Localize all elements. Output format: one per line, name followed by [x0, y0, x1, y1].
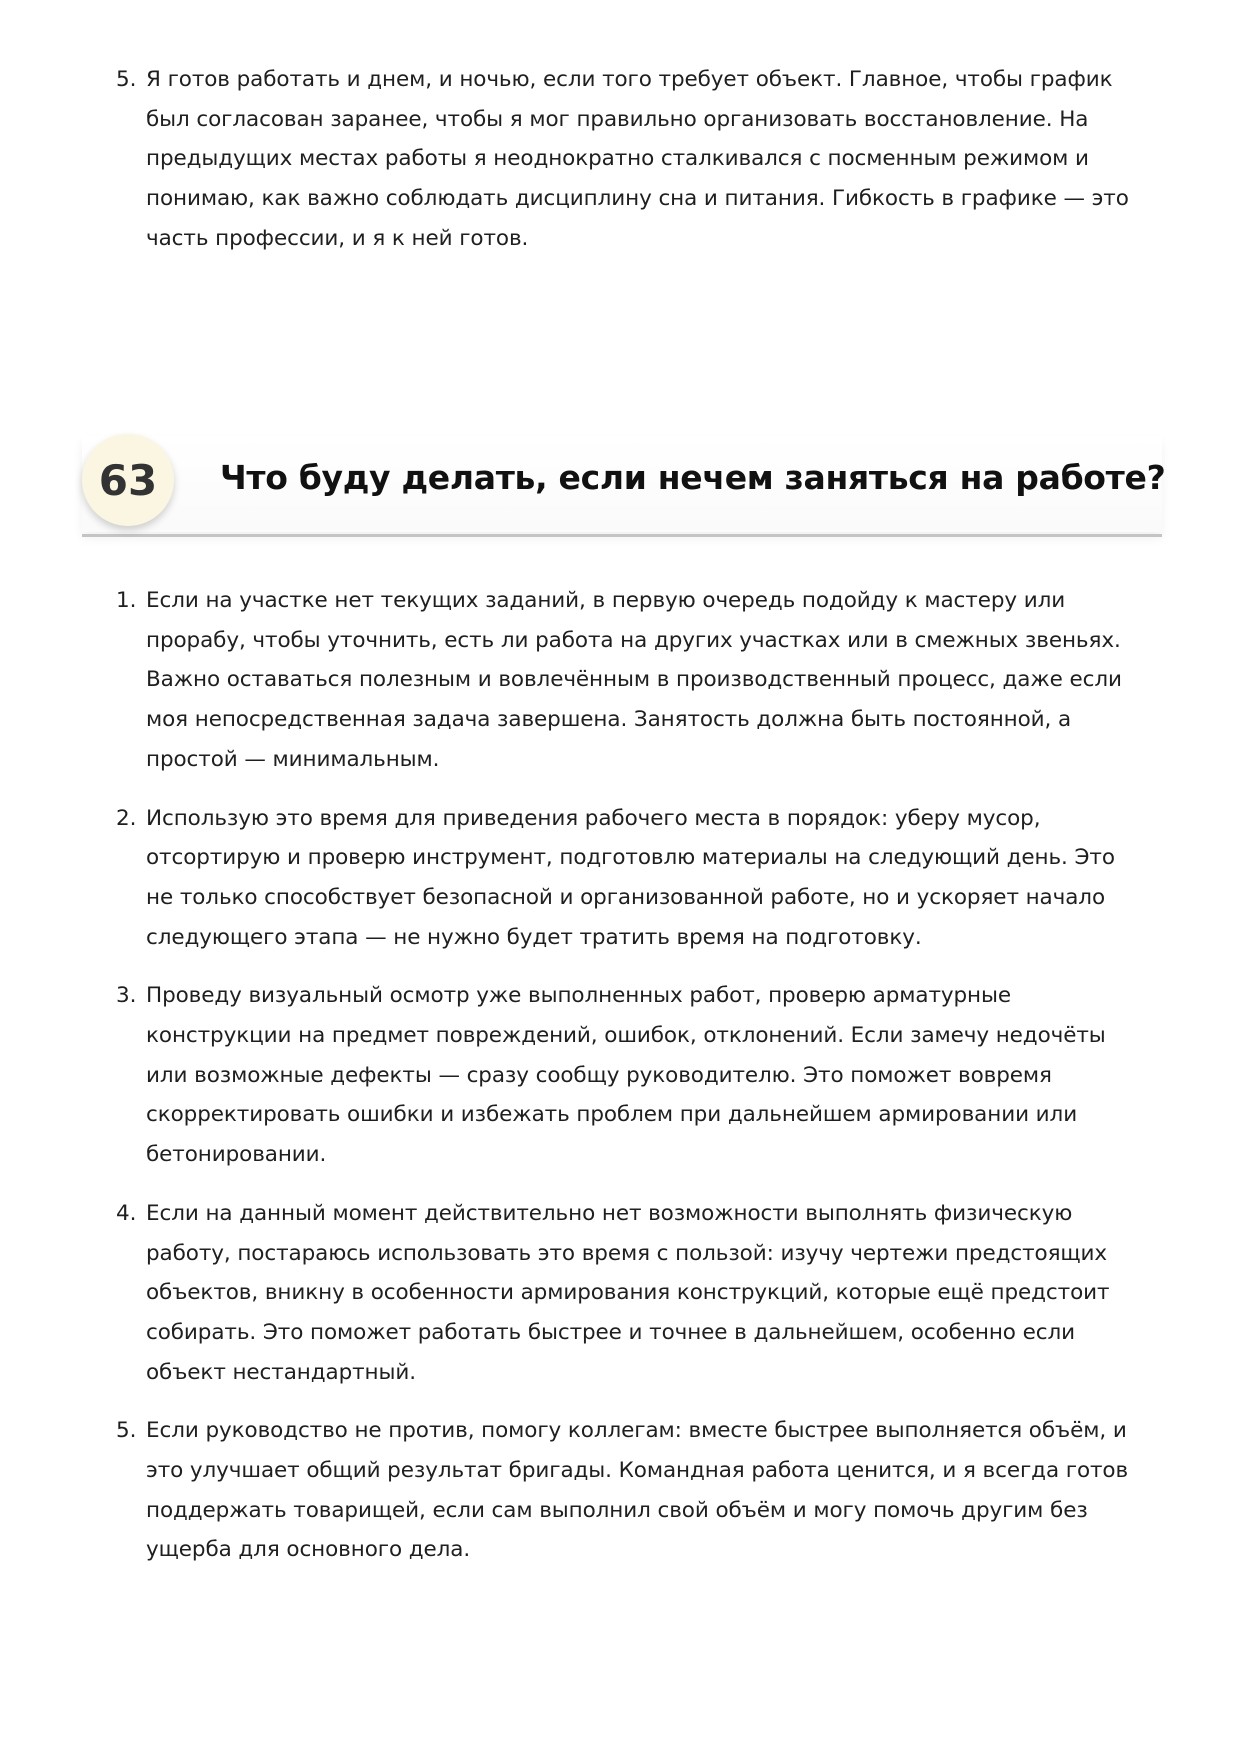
text-line: предыдущих местах работы я неоднократно сталкивался с посменным режимом и [146, 146, 1089, 172]
text-line: скорректировать ошибки и избежать проблем при дальнейшем армировании или [146, 1102, 1078, 1128]
text-line: был согласован заранее, чтобы я мог правильно организовать восстановление. На [146, 106, 1089, 132]
text-line: Я готов работать и днем, и ночью, если того требует объект. Главное, чтобы график [146, 67, 1113, 92]
list-item [116, 1411, 1146, 1570]
text-line: объектов, вникну в особенности армирования конструкций, которые ещё предстоит [146, 1280, 1110, 1306]
list-item [116, 1194, 1146, 1393]
question-header [82, 430, 1166, 538]
list-item-number: 5. [116, 67, 137, 92]
list-item-number: 2. [116, 805, 137, 831]
list-item [116, 976, 1146, 1175]
list-item-text [146, 60, 1146, 259]
text-line: Проведу визуальный осмотр уже выполненных работ, проверю арматурные [146, 983, 1011, 1009]
list-item-text [146, 1194, 1146, 1393]
answer-list [116, 581, 1146, 1589]
list-item-number: 5. [116, 1418, 137, 1444]
previous-answer-list [116, 60, 1146, 278]
text-line: простой — минимальным. [146, 746, 440, 772]
text-line: моя непосредственная задача завершена. Занятость должна быть постоянной, а [146, 707, 1072, 733]
text-line: Важно оставаться полезным и вовлечённым в производственный процесс, даже если [146, 667, 1122, 693]
text-line: объект нестандартный. [146, 1359, 416, 1385]
text-line: Если на данный момент действительно нет возможности выполнять физическую [146, 1200, 1073, 1226]
list-item-text [146, 976, 1146, 1175]
list-item-number: 1. [116, 588, 137, 613]
text-line: работу, постараюсь использовать это время с пользой: изучу чертежи предстоящих [146, 1240, 1108, 1266]
text-line: Если на участке нет текущих заданий, в первую очередь подойду к мастеру или [146, 588, 1066, 613]
list-item-number: 4. [116, 1200, 137, 1226]
list-item-number: 3. [116, 983, 137, 1009]
header-divider [82, 534, 1162, 537]
text-line: часть профессии, и я к ней готов. [146, 225, 529, 251]
list-item [116, 581, 1146, 780]
text-line: это улучшает общий результат бригады. Командная работа ценится, и я всегда готов [146, 1458, 1129, 1484]
list-item-text [146, 581, 1146, 780]
text-line: бетонировании. [146, 1142, 327, 1168]
text-line: ущерба для основного дела. [146, 1537, 471, 1563]
list-item [116, 60, 1146, 259]
text-line: прорабу, чтобы уточнить, есть ли работа на других участках или в смежных звеньях. [146, 627, 1121, 653]
question-number-badge: 63 [82, 434, 174, 526]
text-line: следующего этапа — не нужно будет тратить время на подготовку. [146, 924, 922, 950]
text-line: понимаю, как важно соблюдать дисциплину сна и питания. Гибкость в графике — это [146, 186, 1129, 212]
text-line: Использую это время для приведения рабочего места в порядок: уберу мусор, [146, 805, 1041, 831]
text-line: поддержать товарищей, если сам выполнил свой объём и могу помочь другим без [146, 1497, 1088, 1523]
text-line: или возможные дефекты — сразу сообщу руководителю. Это поможет вовремя [146, 1062, 1052, 1088]
question-title: Что буду делать, если нечем заняться на работе? [220, 458, 1166, 497]
text-line: Если руководство не против, помогу коллегам: вместе быстрее выполняется объём, и [146, 1418, 1127, 1444]
list-item [116, 799, 1146, 958]
text-line: конструкции на предмет повреждений, ошибок, отклонений. Если замечу недочёты [146, 1023, 1106, 1049]
text-line: не только способствует безопасной и организованной работе, но и ускоряет начало [146, 884, 1106, 910]
text-line: отсортирую и проверю инструмент, подготовлю материалы на следующий день. Это [146, 845, 1115, 871]
list-item-text [146, 1411, 1146, 1570]
text-line: собирать. Это поможет работать быстрее и точнее в дальнейшем, особенно если [146, 1319, 1075, 1345]
list-item-text [146, 799, 1146, 958]
